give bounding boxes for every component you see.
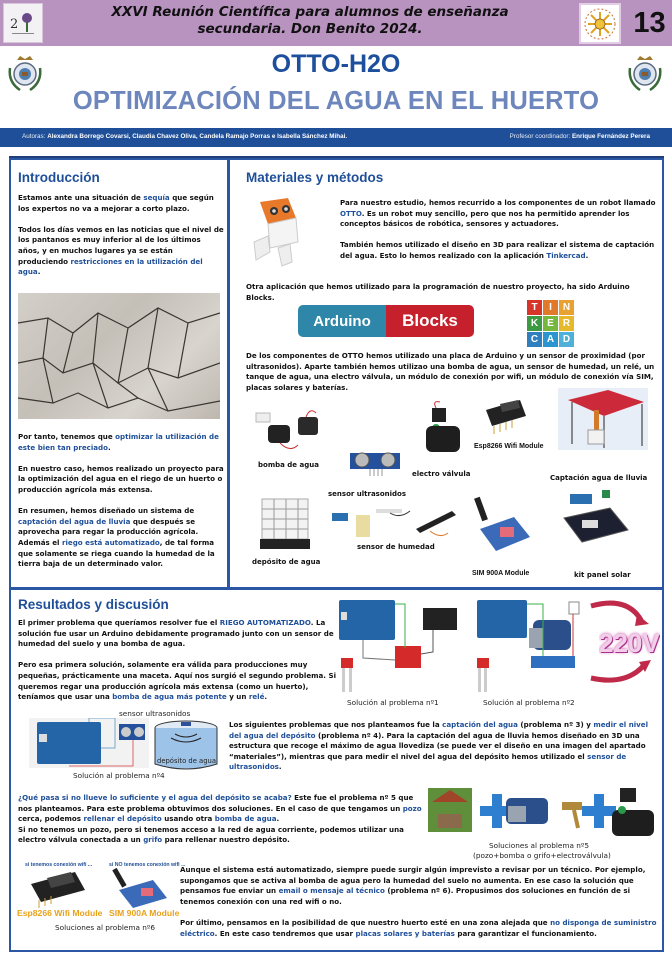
event-banner — [0, 0, 672, 46]
esp8266-image — [480, 398, 530, 436]
event-title-line1: XXVI Reunión Científica para alumnos de enseñanza — [111, 4, 509, 20]
component-label-sim900a: SIM 900A Module — [472, 570, 530, 577]
intro-p4: En nuestro caso, hemos realizado un proyecto para la optimización del agua en el riego de un huerto o producción agrícola más extensa. — [18, 463, 224, 494]
solution-5-caption: Soluciones al problema nº5 — [489, 841, 589, 850]
materials-p2: También hemos utilizado el diseño en 3D para realizar el sistema de captación del agua. Esto lo hemos realizado con la aplicación Tinkercad. — [340, 240, 655, 260]
intro-text-top — [18, 193, 224, 278]
solution-5-caption-detail: (pozo+bomba o grifo+electroválvula) — [473, 851, 611, 860]
results-title: Resultados y discusión — [18, 597, 169, 612]
materials-section — [228, 158, 664, 589]
sun-logo-icon — [579, 3, 621, 44]
component-label-solar: kit panel solar — [574, 571, 631, 579]
intro-text-bottom — [18, 432, 224, 570]
results-text-5 — [18, 793, 428, 846]
thistle-logo-icon — [3, 3, 43, 43]
results-p4: ¿Qué pasa si no llueve lo suficiente y el agua del depósito se acaba? Este fue el problema nº 5 que nos planteamos. Para este problema obtuvimos dos soluciones. En el caso de que tengamos un pozo cerca, podemos rellenar el depósito usando otra bomba de agua. — [18, 793, 422, 824]
solar-kit-image — [562, 490, 630, 550]
intro-p1: Estamos ante una situación de sequía que según los expertos no va a mejorar a corto plazo. — [18, 193, 214, 213]
solution-5-diagram — [426, 784, 659, 844]
tinkercad-logo — [527, 300, 577, 350]
cracked-soil-image — [18, 293, 220, 419]
solution-6-nowifi-heading: si NO tenemos conexión wifi ... — [109, 862, 186, 868]
poster-subtitle: OPTIMIZACIÓN DEL AGUA EN EL HUERTO — [72, 87, 600, 115]
materials-p3: Otra aplicación que hemos utilizado para la programación de nuestro proyecto, ha sido Arduino Blocks. — [246, 282, 630, 302]
intro-p2: Todos los días vemos en las noticias que el nivel de los pantanos es muy inferior al de los últimos años, y en muchos lugares ya se están produciendo restricciones en la utilización del agua. — [18, 224, 224, 277]
event-title — [60, 4, 560, 38]
component-label-ultrasonic: sensor ultrasonidos — [328, 490, 407, 498]
tinkercad-letter-tile: N — [559, 300, 574, 315]
coordinator-name: Enrique Fernández Perera — [571, 133, 650, 140]
otto-robot-image — [244, 192, 308, 274]
component-label-valve: electro válvula — [412, 470, 471, 478]
solution-2-caption: Solución al problema nº2 — [483, 698, 575, 707]
intro-p5: En resumen, hemos diseñado un sistema de captación del agua de lluvia que después se aprovecha para regar la producción agrícola. Además el riego está automatizado, de tal forma que solamente se riega cuando la humedad de la tierra baja de un determinado valor. — [18, 506, 215, 569]
intro-p3: Por tanto, tenemos que optimizar la utilización de este bien tan preciado. — [18, 432, 219, 452]
results-text-6 — [180, 865, 660, 939]
ultrasonic-sensor-image — [348, 445, 403, 477]
results-text-1 — [18, 618, 336, 703]
solution-1-caption: Solución al problema nº1 — [347, 698, 439, 707]
arduino-blocks-left: Arduino — [298, 305, 386, 337]
tinkercad-letter-tile: K — [527, 316, 542, 331]
authors-bar — [0, 128, 672, 147]
solution-6-wifi-heading: si tenemos conexión wifi ... — [25, 862, 93, 868]
materials-title: Materiales y métodos — [246, 170, 384, 185]
coordinator — [510, 133, 650, 140]
sim900a-image — [474, 495, 534, 555]
voltage-label: 220V — [599, 628, 660, 658]
tinkercad-letter-tile: A — [543, 332, 558, 347]
water-pump-image — [254, 405, 324, 455]
solution-2-diagram — [473, 598, 583, 696]
solution-6-caption: Soluciones al problema nº6 — [55, 923, 155, 932]
tinkercad-letter-tile: R — [559, 316, 574, 331]
authors-names: Alexandra Borrego Covarsi, Claudia Chavez Oliva, Candela Ramajo Porras e Isabella Sánchez Mihai. — [47, 133, 348, 140]
event-title-line2: secundaria. Don Benito 2024. — [197, 21, 423, 37]
solution-4-sensor-label: sensor ultrasonidos — [119, 709, 191, 718]
tinkercad-letter-tile: I — [543, 300, 558, 315]
component-label-esp8266: Esp8266 Wifi Module — [474, 443, 544, 450]
results-p3: Los siguientes problemas que nos planteamos fue la captación del agua (problema nº 3) y medir el nivel del agua del depósito (problema nº 4). Para la captación del agua de lluvia hemos diseñado en 3D una estructura que recoge el máximo de agua llovediza (se puede ver el diseño en una imagen del apartado “materiales”), mientras que para medir el nivel del agua del depósito hemos utilizado el sensor de ultrasonidos. — [229, 720, 649, 772]
rain-capture-3d-image — [558, 388, 648, 450]
component-label-humidity: sensor de humedad — [357, 543, 435, 551]
solution-4-caption: Solución al problema nº4 — [73, 771, 165, 780]
authors-label: Autoras: — [22, 133, 46, 140]
results-p1: El primer problema que queríamos resolver fue el RIEGO AUTOMATIZADO. La solución fue usar un Arduino debidamente programado junto con un sensor de humedad del suelo y una bomba de agua. — [18, 618, 334, 649]
authors — [22, 133, 347, 140]
solution-4-arduino-diagram — [29, 718, 149, 768]
results-p7: Por último, pensamos en la posibilidad de que nuestro huerto esté en una zona alejada que no disponga de suministro eléctrico. En este caso tendremos que usar placas solares y baterías para garantizar el funcionamiento. — [180, 917, 657, 938]
poster-title: OTTO-H2O — [271, 50, 401, 78]
results-p6: Aunque el sistema está automatizado, siempre puede surgir algún imprevisto a revisar por un técnico. Por ejemplo, supongamos que se activa al bomba de agua pero la humedad del suelo no aumenta. En ese caso la solución que pensamos fue enviar un email o mensaje al técnico (problema nº 6). Propusimos dos soluciones en función de si tenemos conexión con una red wifi o no. — [180, 865, 646, 906]
svg-text:2: 2 — [10, 17, 19, 32]
arduino-blocks-logo — [298, 305, 474, 337]
poster-number: 13 — [633, 6, 666, 39]
component-label-pump: bomba de agua — [258, 461, 319, 469]
tinkercad-letter-tile: C — [527, 332, 542, 347]
arduino-blocks-right: Blocks — [386, 305, 474, 337]
intro-title: Introducción — [18, 170, 100, 185]
solution-6-sim900a-image — [111, 868, 171, 910]
solution-6-wifi-module-label: Esp8266 Wifi Module — [17, 908, 103, 918]
results-p2: Pero esa primera solución, solamente era válida para producciones muy pequeñas, prácticamente una maceta. Aquí nos surgió el segundo problema. Si queremos regar una producción agrícola más extensa (como un huerto), teníamos que usar una bomba de agua más potente y un relé. — [18, 660, 337, 702]
solution-6-esp8266-image — [23, 870, 93, 910]
results-section — [9, 588, 664, 952]
solution-4-tank-label: depósito de agua — [157, 757, 216, 765]
solenoid-valve-image — [418, 400, 468, 460]
coordinator-label: Profesor coordinador: — [509, 133, 571, 140]
intro-section — [9, 158, 229, 589]
materials-text-top — [340, 198, 660, 262]
materials-p1: Para nuestro estudio, hemos recurrido a los componentes de un robot llamado OTTO. Es un robot muy sencillo, pero que nos ha permitido aprender los conceptos básicos de robótica, sensores y actuadores. — [340, 198, 656, 229]
component-label-rain-capture: Captación agua de lluvia — [550, 474, 648, 482]
tinkercad-letter-tile: T — [527, 300, 542, 315]
results-p5: Si no tenemos un pozo, pero si tenemos acceso a la red de agua corriente, podemos utilizar una electro válvula conectada a un grifo para rellenar nuestro depósito. — [18, 824, 404, 845]
water-tank-image — [256, 495, 314, 551]
humidity-sensor-image — [330, 505, 460, 540]
solution-1-diagram — [333, 598, 463, 696]
tinkercad-letter-tile: E — [543, 316, 558, 331]
component-label-tank: depósito de agua — [252, 558, 321, 566]
tinkercad-letter-tile: D — [559, 332, 574, 347]
solution-6-sim-module-label: SIM 900A Module — [109, 908, 180, 918]
materials-p4: De los componentes de OTTO hemos utilizado una placa de Arduino y un sensor de proximidad (por ultrasonidos). Aparte también hemos utilizao una bomba de agua, un sensor de humedad, un relé, un tanque de agua, una electro válvula, un módulo de conexión por wifi, un módulo de conexión vía SIM, placas solares y baterías. — [246, 351, 655, 392]
